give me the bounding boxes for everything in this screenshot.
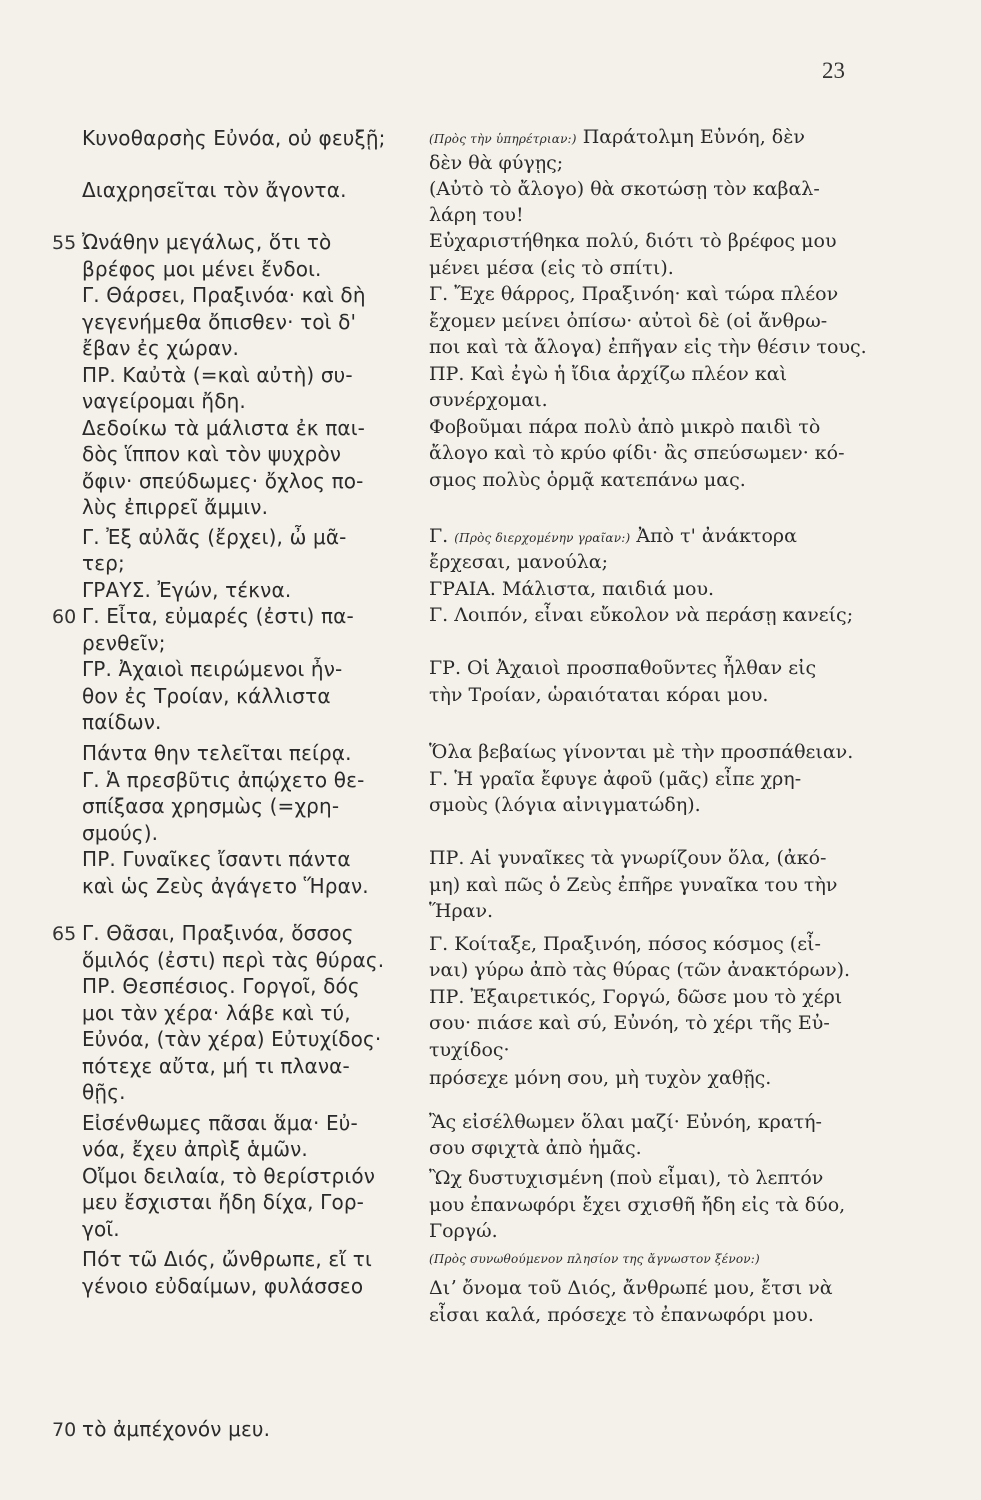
speaker-label: Γ. [429,525,449,547]
stage-direction: (Πρὸς τὴν ὑπηρέτριαν:) [429,132,577,146]
modern-line: ΓΡ. Οἱ Ἀχαιοὶ προσπαθοῦντες ἦλθαν εἰς [429,657,817,679]
ancient-line: τερ; [82,551,125,575]
ancient-line: σπίξασα χρησμὼς (=χρη- [82,794,340,818]
modern-line: Ὢχ δυστυχισμένη (ποὺ εἶμαι), τὸ λεπτόν [429,1167,824,1189]
ancient-line: ΓΡΑΥΣ. Ἐγών, τέκνα. [82,578,292,602]
ancient-line: ΠΡ. Καὐτὰ (=καὶ αὐτὴ) συ- [82,363,353,387]
modern-line: ἔρχεσαι, μανούλα; [429,551,609,573]
modern-line: δὲν θὰ φύγῃς; [429,152,564,174]
modern-line: ἄλογο καὶ τὸ κρύο φίδι· ἂς σπεύσωμεν· κό- [429,442,845,464]
modern-line: ΠΡ. Καὶ ἐγὼ ἡ ἴδια ἀρχίζω πλέον καὶ [429,363,788,385]
ancient-line: νόα, ἔχευ ἀπρὶξ ἁμῶν. [82,1137,308,1161]
ancient-line: θῇς. [82,1080,126,1104]
modern-line: σμοὺς (λόγια αἰνιγματώδη). [429,794,701,816]
modern-line: Φοβοῦμαι πάρα πολὺ ἀπὸ μικρὸ παιδὶ τὸ [429,416,821,438]
ancient-line: ΠΡ. Γυναῖκες ἴσαντι πάντα [82,847,351,871]
ancient-line: σμούς). [82,821,159,845]
ancient-line: Εἰσένθωμες πᾶσαι ἅμα· Εὐ- [82,1111,358,1135]
modern-line: Γ. Κοίταξε, Πραξινόη, πόσος κόσμος (εἶ- [429,933,821,955]
ancient-line: βρέφος μοι μένει ἔνδοι. [82,257,322,281]
ancient-line: Πότ τῶ Διός, ὤνθρωπε, εἴ τι [82,1247,372,1271]
ancient-line: ὄφιν· σπεύδωμες· ὄχλος πο- [82,469,364,493]
modern-line: ποι καὶ τὰ ἄλογα) ἐπῆγαν εἰς τὴν θέσιν τους. [429,336,867,358]
ancient-line: Διαχρησεῖται τὸν ἄγοντα. [82,178,347,202]
modern-line: πρόσεχε μόνη σου, μὴ τυχὸν χαθῇς. [429,1067,772,1089]
modern-line: Ἥραν. [429,900,494,922]
page-number: 23 [822,58,845,83]
modern-line: σμος πολὺς ὁρμᾷ κατεπάνω μας. [429,469,746,491]
line-number: 60 [52,606,77,628]
modern-line: ΓΡΑΙΑ. Μάλιστα, παιδιά μου. [429,578,715,600]
ancient-line: πότεχε αὔτα, μή τι πλανα- [82,1054,350,1078]
modern-line-text: Ἀπὸ τ' ἀνάκτορα [636,525,797,547]
modern-line: μου ἐπανωφόρι ἔχει σχισθῆ ἤδη εἰς τὰ δύο, [429,1194,846,1216]
ancient-line: ναγείρομαι ἤδη. [82,389,246,413]
ancient-line: γοῖ. [82,1217,120,1241]
ancient-line: ΠΡ. Θεσπέσιος. Γοργοῖ, δός [82,974,360,998]
ancient-line: τὸ ἀμπέχονόν μευ. [82,1417,271,1441]
ancient-line: Εὐνόα, (τὰν χέρα) Εὐτυχίδος· [82,1027,382,1051]
ancient-line: ΓΡ. Ἀχαιοὶ πειρώμενοι ἦν- [82,657,343,681]
modern-line: εἶσαι καλά, πρόσεχε τὸ ἐπανωφόρι μου. [429,1304,814,1326]
modern-line: Εὐχαριστήθηκα πολύ, διότι τὸ βρέφος μου [429,230,837,252]
ancient-line: Πάντα θην τελεῖται πείρᾳ. [82,741,352,765]
modern-line: τὴν Τροίαν, ὡραιόταται κόραι μου. [429,684,769,706]
ancient-line: Ὠνάθην μεγάλως, ὅτι τὸ [82,230,332,254]
ancient-line: καὶ ὡς Ζεὺς ἀγάγετο Ἥραν. [82,874,369,898]
stage-direction: (Πρὸς συνωθούμενον πλησίον της ἄγνωστον ξένον:) [429,1252,760,1266]
modern-line: ἔχομεν μείνει ὀπίσω· αὐτοὶ δὲ (οἱ ἄνθρω- [429,310,828,332]
line-number: 70 [52,1419,77,1441]
modern-line [429,128,805,147]
modern-line [429,527,797,546]
ancient-line: ρενθεῖν; [82,631,166,655]
modern-line: Γ. Ἔχε θάρρος, Πραξινόη· καὶ τώρα πλέον [429,283,839,305]
ancient-line: Γ. Ἐξ αὐλᾶς (ἔρχει), ὦ μᾶ- [82,525,347,549]
line-number: 55 [52,232,77,254]
modern-line: Γ. Λοιπόν, εἶναι εὔκολον νὰ περάσῃ κανείς; [429,604,854,626]
modern-line: ΠΡ. Ἐξαιρετικός, Γοργώ, δῶσε μου τὸ χέρι [429,986,843,1008]
modern-line: μένει μέσα (εἰς τὸ σπίτι). [429,257,674,279]
modern-line: σου σφιχτὰ ἀπὸ ἡμᾶς. [429,1137,642,1159]
modern-line: μη) καὶ πῶς ὁ Ζεὺς ἐπῆρε γυναῖκα του τὴν [429,874,838,896]
modern-line: Γοργώ. [429,1220,498,1242]
ancient-line: Γ. Θᾶσαι, Πραξινόα, ὅσσος [82,921,354,945]
modern-line: λάρη του! [429,204,524,226]
modern-line: Ἂς εἰσέλθωμεν ὅλαι μαζί· Εὐνόη, κρατή- [429,1111,822,1133]
ancient-line: μοι τὰν χέρα· λάβε καὶ τύ, [82,1001,351,1025]
ancient-line: γεγενήμεθα ὄπισθεν· τοὶ δ' [82,310,357,334]
ancient-line: Δεδοίκω τὰ μάλιστα ἐκ παι- [82,416,366,440]
ancient-line: Γ. Ἁ πρεσβῦτις ἀπῴχετο θε- [82,768,365,792]
ancient-line: γένοιο εὐδαίμων, φυλάσσεο [82,1274,364,1298]
ancient-line: Γ. Θάρσει, Πραξινόα· καὶ δὴ [82,283,366,307]
modern-line: τυχίδος· [429,1039,510,1061]
line-number: 65 [52,923,77,945]
ancient-line: Γ. Εἶτα, εὐμαρές (ἐστι) πα- [82,604,354,628]
ancient-line: δὸς ἵππον καὶ τὸν ψυχρὸν [82,442,342,466]
modern-line: (Αὐτὸ τὸ ἄλογο) θὰ σκοτώσῃ τὸν καβαλ- [429,178,820,200]
modern-line: Διʼ ὄνομα τοῦ Διός, ἄνθρωπέ μου, ἔτσι νὰ [429,1277,833,1299]
ancient-line: μευ ἔσχισται ἤδη δίχα, Γορ- [82,1190,365,1214]
ancient-line: Οἴμοι δειλαία, τὸ θερίστριόν [82,1164,376,1188]
ancient-line: ὅμιλός (ἐστι) περὶ τὰς θύρας. [82,948,385,972]
ancient-line: Κυνοθαρσὴς Εὐνόα, οὐ φευξῇ; [82,126,386,150]
modern-line: ΠΡ. Αἱ γυναῖκες τὰ γνωρίζουν ὅλα, (ἀκό- [429,847,827,869]
modern-line: σου· πιάσε καὶ σύ, Εὐνόη, τὸ χέρι τῆς Εὐ- [429,1012,830,1034]
modern-line: Γ. Ἡ γραῖα ἔφυγε ἀφοῦ (μᾶς) εἶπε χρη- [429,768,802,790]
modern-line: συνέρχομαι. [429,389,548,411]
ancient-line: ἔβαν ἐς χώραν. [82,336,240,360]
modern-line: Ὅλα βεβαίως γίνονται μὲ τὴν προσπάθειαν. [429,741,854,763]
modern-line: ναι) γύρω ἀπὸ τὰς θύρας (τῶν ἀνακτόρων). [429,959,851,981]
modern-line-text: Παράτολμη Εὐνόη, δὲν [582,126,805,148]
ancient-line: λὺς ἐπιρρεῖ ἄμμιν. [82,495,269,519]
stage-direction: (Πρὸς διερχομένην γραῖαν:) [454,531,631,545]
ancient-line: παίδων. [82,710,162,734]
ancient-line: θον ἐς Τροίαν, κάλλιστα [82,684,331,708]
